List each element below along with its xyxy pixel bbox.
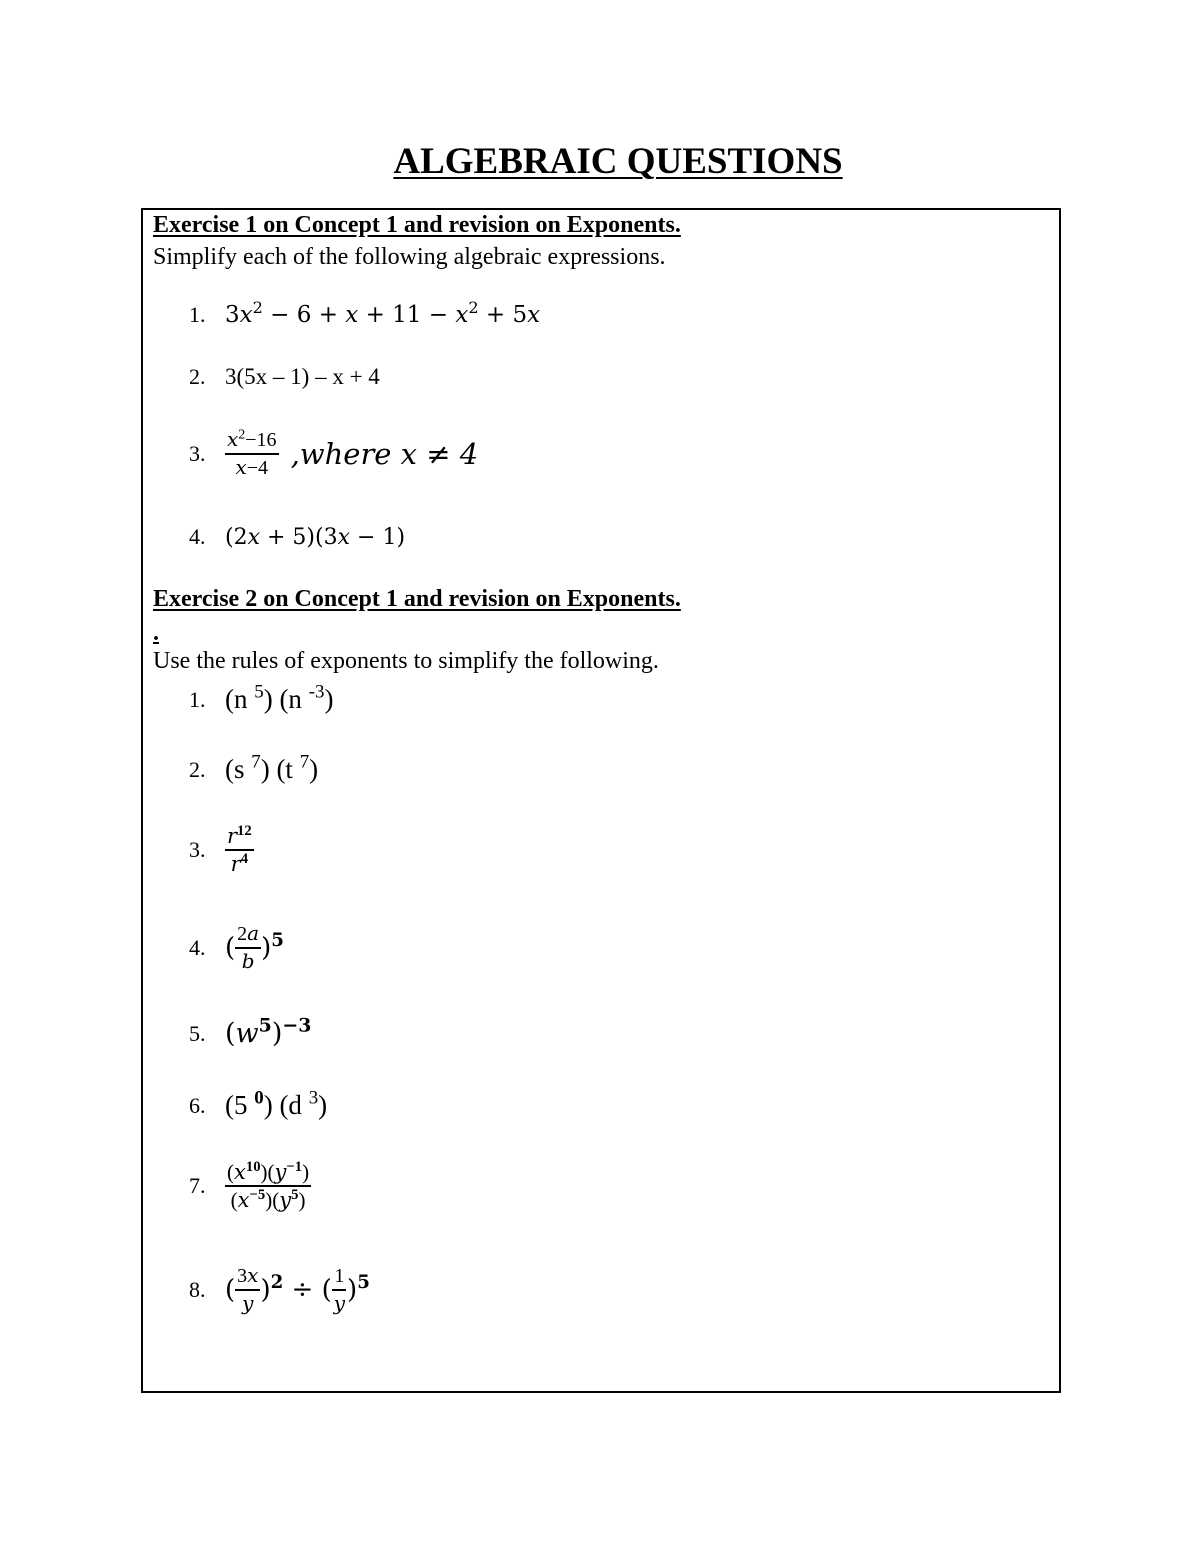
denominator: x−4 — [235, 455, 269, 479]
stray-marker: . — [153, 620, 159, 646]
exercise-2-question-4: 4. ( $\frac{2a}{b}$ )$^5$ — [189, 921, 284, 973]
question-number: 1. — [189, 686, 206, 712]
exercise-1-question-1 — [189, 298, 541, 328]
denominator: b — [241, 949, 255, 973]
condition: ,where x ≠ 4 — [290, 437, 479, 471]
exercise-1-question-4 — [189, 524, 405, 550]
question-number: 8. — [189, 1277, 206, 1302]
exercise-2-instruction: Use the rules of exponents to simplify the following. — [153, 648, 659, 674]
fraction — [225, 1160, 311, 1212]
exercise-1-question-2 — [189, 364, 380, 390]
question-number: 3. — [189, 441, 206, 466]
exercise-box — [141, 208, 1061, 1393]
question-number: 5. — [189, 1020, 206, 1046]
question-number: 4. — [189, 524, 206, 549]
fraction — [225, 428, 279, 480]
expression: $3x^2 - 6 + x + 11 - x^2 + 5x$ — [225, 298, 541, 328]
numerator: 1 — [332, 1265, 346, 1291]
expression: $(w^5)^{-3}$ — [225, 1014, 312, 1049]
numerator: $(x^{10})(y^{-1})$ — [225, 1160, 311, 1187]
expression: (2x + 5)(3x − 1) — [225, 524, 406, 550]
exercise-1-instruction: Simplify each of the following algebraic expressions. — [153, 244, 666, 270]
expression: (s $^7$) (t $^7$) — [225, 751, 319, 784]
question-number: 7. — [189, 1173, 206, 1199]
exercise-2-question-6 — [189, 1087, 328, 1121]
question-number: 2. — [189, 364, 206, 389]
exercise-2-question-7 — [189, 1160, 311, 1212]
page-title: ALGEBRAIC QUESTIONS — [393, 141, 843, 182]
exercise-2-question-8: 8. ( $\frac{3x}{y}$ )$^2$ ÷ ( $\frac{1}{y}$ )$^5$ — [189, 1263, 370, 1315]
exercise-2-question-1 — [189, 681, 334, 715]
denominator: $r^4$ — [230, 851, 249, 877]
expression: (n $^5$) (n $^{-3}$) — [225, 681, 334, 714]
denominator: $(x^{-5})(y^5)$ — [230, 1187, 306, 1213]
numerator: $r^{12}$ — [225, 824, 254, 851]
numerator: $x^2-16$ — [225, 428, 279, 455]
exercise-2-question-5 — [189, 1014, 312, 1049]
exercise-2-question-2 — [189, 751, 319, 785]
numerator: 3x — [235, 1264, 260, 1291]
exercise-2-question-3 — [189, 824, 254, 876]
denominator: y — [333, 1290, 346, 1315]
denominator: y — [242, 1291, 254, 1315]
fraction — [235, 1264, 260, 1316]
fraction — [225, 824, 254, 876]
exercise-1-question-3 — [189, 428, 478, 480]
question-number: 4. — [189, 935, 206, 960]
question-number: 1. — [189, 302, 206, 327]
exercise-2-heading: Exercise 2 on Concept 1 and revision on Exponents. — [153, 586, 681, 612]
question-number: 2. — [189, 756, 206, 782]
expression: 3(5x – 1) – x + 4 — [225, 364, 380, 389]
numerator: 2a — [235, 922, 261, 949]
exercise-1-heading: Exercise 1 on Concept 1 and revision on Exponents. — [153, 212, 681, 238]
question-number: 3. — [189, 837, 206, 863]
expression: (5 $^0$) (d $^3$) — [225, 1087, 328, 1120]
fraction — [332, 1265, 347, 1316]
question-number: 6. — [189, 1092, 206, 1118]
fraction — [235, 922, 261, 974]
